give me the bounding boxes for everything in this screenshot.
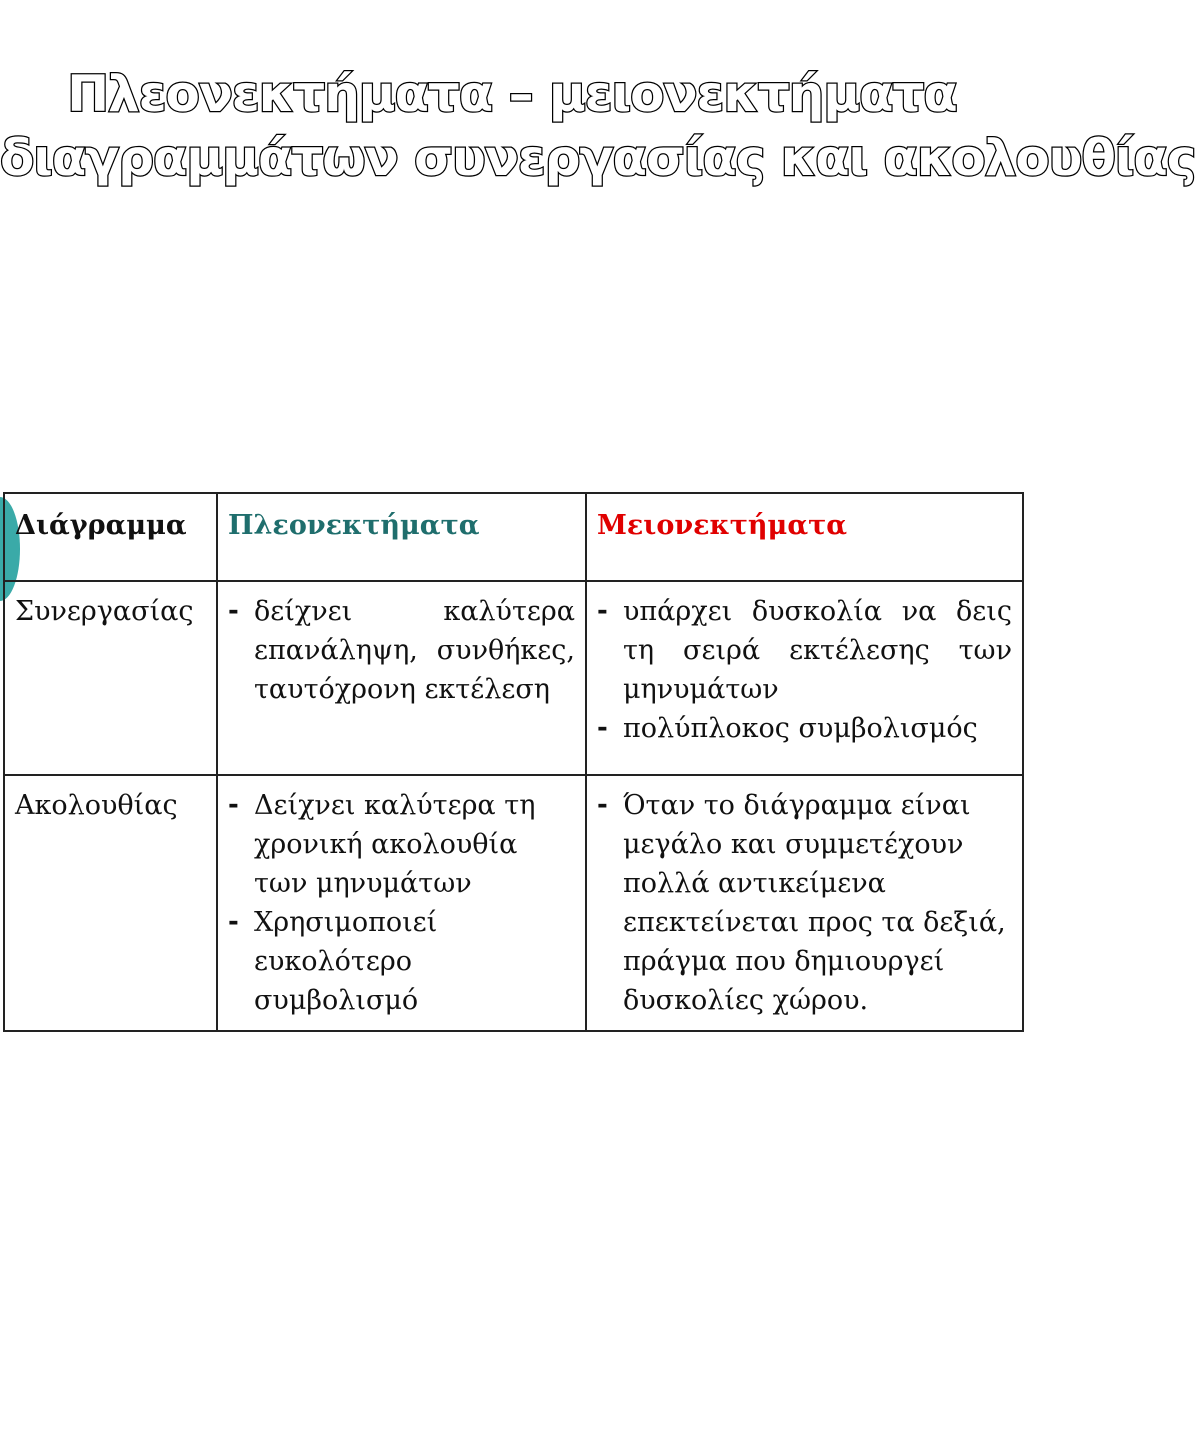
cell-advantages-sequence [217,775,586,1031]
cell-disadvantages-sequence [586,775,1023,1031]
title-line-1: Πλεονεκτήματα – μειονεκτήματα [67,65,957,123]
list-item: - υπάρχει δυσκολία να δεις τη σειρά εκτέλεσης των μηνυμάτων [597,592,1012,709]
list-item: - Χρησιμοποιεί ευκολότερο συμβολισμό [228,903,575,1020]
header-disadvantages: Μειονεκτήματα [586,493,1023,581]
list-item: - Δείχνει καλύτερα τη χρονική ακολουθία των μηνυμάτων [228,786,575,903]
advantage-text: Δείχνει καλύτερα τη χρονική ακολουθία των μηνυμάτων [254,790,536,899]
disadvantage-text: υπάρχει δυσκολία να δεις τη σειρά εκτέλεσης των μηνυμάτων [623,596,1012,705]
cell-disadvantages-collaboration [586,581,1023,775]
title-line-2: διαγραμμάτων συνεργασίας και ακολουθίας [0,129,1195,187]
table-row [4,775,1023,1031]
cell-diagram-collaboration: Συνεργασίας [4,581,217,775]
advantage-text: Χρησιμοποιεί ευκολότερο συμβολισμό [254,907,438,1016]
header-diagram: Διάγραμμα [4,493,217,581]
list-item: - πολύπλοκος συμβολισμός [597,709,1012,748]
cell-diagram-sequence: Ακολουθίας [4,775,217,1031]
disadvantage-text: πολύπλοκος συμβολισμός [623,713,978,744]
table-row [4,581,1023,775]
table-header-row [4,493,1023,581]
advantage-text: δείχνει καλύτερα επανάληψη, συνθήκες, ταυτόχρονη εκτέλεση [254,596,575,705]
cell-advantages-collaboration [217,581,586,775]
list-item: - Όταν το διάγραμμα είναι μεγάλο και συμμετέχουν πολλά αντικείμενα επεκτείνεται προς τα δεξιά, πράγμα που δημιουργεί δυσκολίες χώρου. [597,786,1012,1020]
list-item: - δείχνει καλύτερα επανάληψη, συνθήκες, ταυτόχρονη εκτέλεση [228,592,575,709]
disadvantage-text: Όταν το διάγραμμα είναι μεγάλο και συμμετέχουν πολλά αντικείμενα επεκτείνεται προς τα δεξιά, πράγμα που δημιουργεί δυσκολίες χώρου. [623,790,1006,1016]
page-title [0,62,1195,190]
header-advantages: Πλεονεκτήματα [217,493,586,581]
comparison-table [3,492,1024,1032]
